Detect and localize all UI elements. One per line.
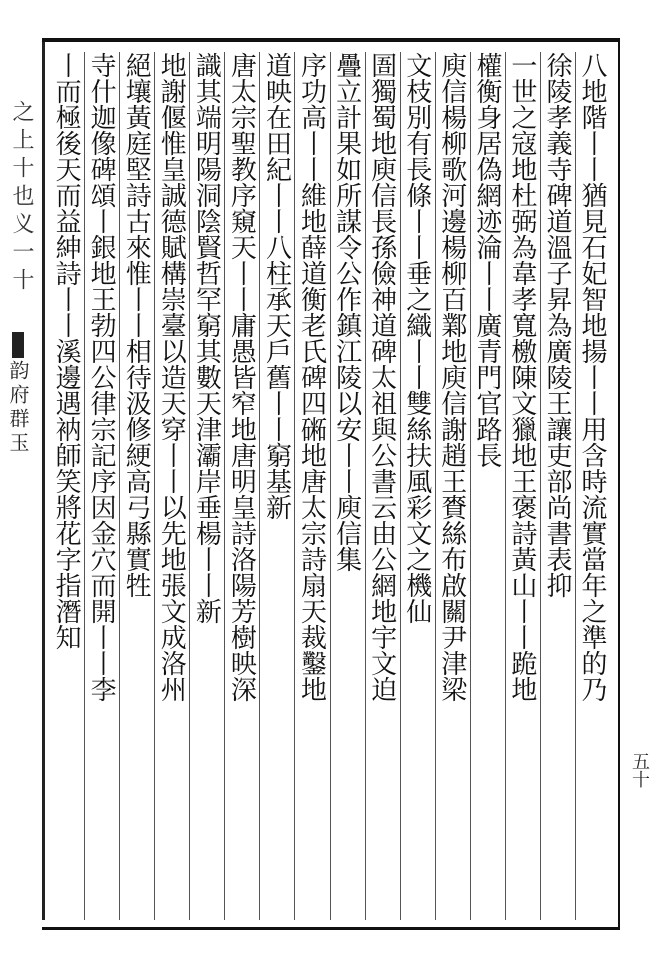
text-column-5: 庾信楊柳歌河邊楊柳百鄴地庾信謝趙王賚絲布啟關尹津梁 xyxy=(436,52,471,920)
adjacent-page-strip xyxy=(0,40,45,920)
text-column-11: 唐太宗聖教序窺天丨丨庸愚皆窄地唐明皇詩洛陽芳樹映深 xyxy=(225,52,260,920)
text-column-16: 丨而極後天而益紳詩丨丨溪邊遇衲師笑將花字指潛知 xyxy=(50,52,85,920)
text-column-13: 地謝偃惟皇誠德賦構崇臺以造天穿丨丨以先地張文成洛州 xyxy=(155,52,190,920)
text-column-7: 圄獨蜀地庾信長孫儉神道碑太祖與公書云由公網地宇文迫 xyxy=(366,52,401,920)
text-column-10: 道映在田紀丨丨八柱承天戶舊丨丨窮基新 xyxy=(260,52,295,920)
strip-fragment-glyphs: 之上十也义一十 xyxy=(9,100,34,296)
folio-number: 五十 xyxy=(629,752,650,788)
text-column-12: 識其端明陽洞陰賢哲罕窮其數天津灞岸垂楊丨丨新 xyxy=(190,52,225,920)
text-column-6: 文枝別有長條丨丨垂之織丨丨雙絲扶風彩文之機仙 xyxy=(401,52,436,920)
strip-black-marker xyxy=(12,332,24,358)
text-column-4: 權衡身居偽網迹淪丨丨廣青門官路長 xyxy=(471,52,506,920)
text-column-9: 序功高丨丨維地薛道衡老氏碑四𥕝地唐太宗詩扇天裁鑿地 xyxy=(295,52,330,920)
text-column-8: 疊立計果如所謀令公作鎮江陵以安丨丨庾信集 xyxy=(331,52,366,920)
text-column-1: 八地階丨丨猶見石妃智地揚丨丨用含時流實當年之準的乃 xyxy=(577,52,607,702)
text-column-14: 絕壤黃庭堅詩古來惟丨丨相待汲修綆高弓縣實牲 xyxy=(120,52,155,920)
text-column-15: 寺什迦像碑頌丨銀地王勃四公律宗記序因金穴而開丨丨李 xyxy=(85,52,120,920)
text-column-2: 徐陵孝義寺碑道溫子昇為廣陵王讓吏部尚書表抑 xyxy=(541,52,576,920)
strip-book-title: 韵府群玉 xyxy=(6,360,30,456)
vertical-text-body xyxy=(50,52,610,920)
text-column-3: 一世之寇地杜弼為韋孝寬檄陳文獵地王褒詩黃山丨丨跪地 xyxy=(506,52,541,920)
